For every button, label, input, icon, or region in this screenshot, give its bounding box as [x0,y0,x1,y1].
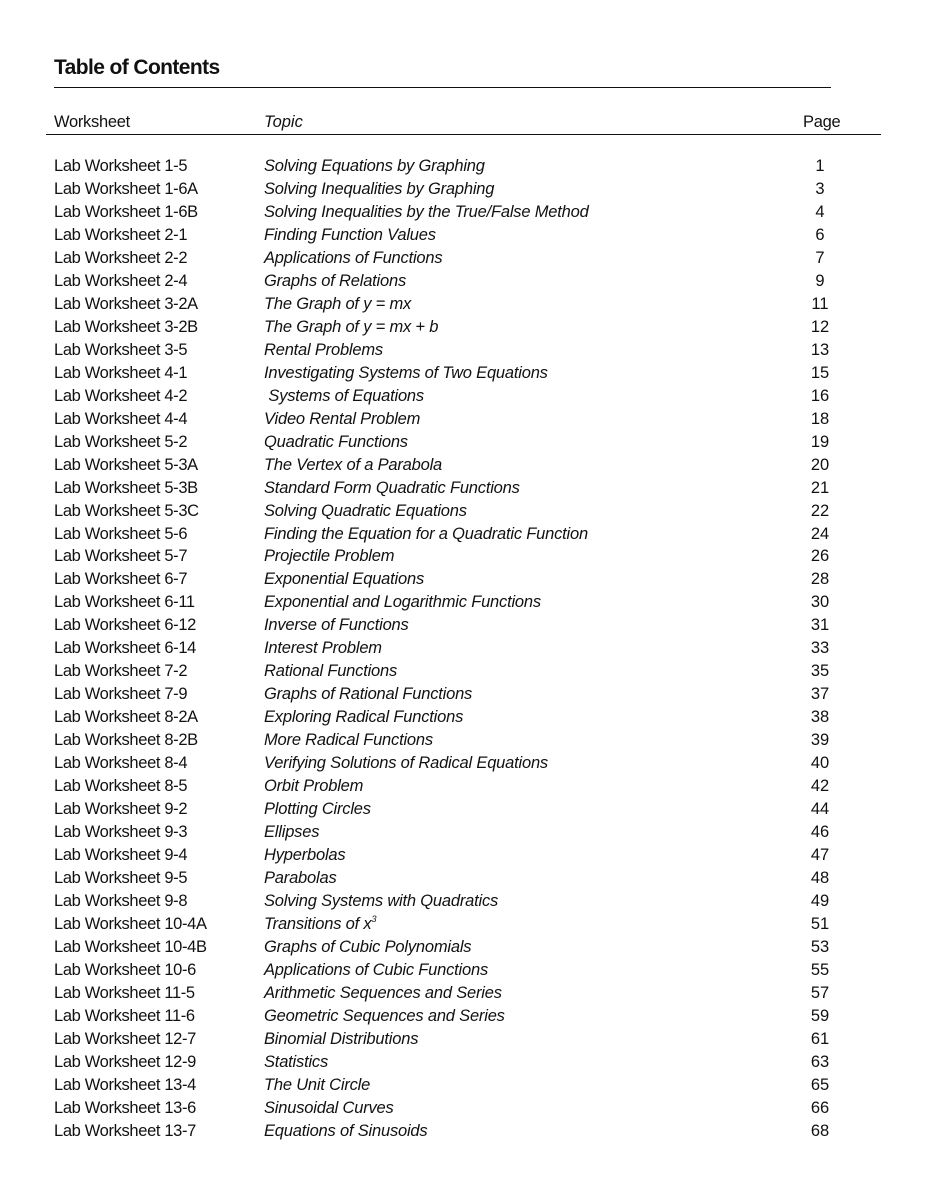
topic-label [264,545,394,568]
page-number: 3 [815,179,825,198]
toc-entry [0,201,927,224]
toc-entry [0,890,927,913]
page-number: 35 [810,662,830,681]
worksheet-label: Lab Worksheet 2-1 [54,225,188,244]
toc-entry [0,936,927,959]
page-number: 40 [810,754,830,773]
worksheet-label: Lab Worksheet 8-2A [54,708,198,727]
toc-entry [0,1028,927,1051]
topic-text: Sinusoidal Curves [264,1098,394,1117]
toc-entry [0,224,927,247]
topic-text: Arithmetic Sequences and Series [264,983,502,1002]
topic-label [264,568,424,591]
topic-text: The Graph of y = mx [264,294,412,313]
page-number: 24 [810,524,830,543]
topic-label [264,1120,427,1143]
topic-text: Inverse of Functions [264,616,409,635]
topic-text: Solving Inequalities by Graphing [264,179,495,198]
title-divider [54,87,831,88]
page-number: 20 [810,455,830,474]
toc-entry [0,431,927,454]
toc-entry [0,339,927,362]
page-number: 26 [810,547,830,566]
topic-text: Hyperbolas [264,846,346,865]
worksheet-label: Lab Worksheet 4-2 [54,386,188,405]
topic-label [264,775,363,798]
toc-entry [0,614,927,637]
worksheet-label: Lab Worksheet 5-3A [54,455,198,474]
toc-entry [0,316,927,339]
topic-label [264,752,548,775]
topic-label [264,982,502,1005]
worksheet-label: Lab Worksheet 12-9 [54,1052,196,1071]
worksheet-label: Lab Worksheet 12-7 [54,1029,196,1048]
topic-label [264,798,371,821]
topic-label [264,454,442,477]
worksheet-label: Lab Worksheet 9-4 [54,846,188,865]
toc-entry [0,1051,927,1074]
topic-label [264,431,408,454]
toc-entry [0,821,927,844]
topic-label [264,1074,370,1097]
toc-entry [0,362,927,385]
toc-entry [0,568,927,591]
topic-text: Equations of Sinusoids [264,1121,428,1140]
topic-text: Applications of Functions [264,248,443,267]
worksheet-label: Lab Worksheet 11-5 [54,983,195,1002]
toc-entry [0,660,927,683]
page-number: 63 [810,1052,830,1071]
topic-text: Video Rental Problem [264,409,421,428]
toc-entry [0,178,927,201]
topic-text: More Radical Functions [264,731,433,750]
topic-label [264,339,383,362]
worksheet-label: Lab Worksheet 13-6 [54,1098,196,1117]
toc-entry [0,591,927,614]
topic-text: Plotting Circles [264,800,371,819]
topic-label [264,913,376,936]
topic-label [264,293,411,316]
page-number: 37 [810,685,830,704]
page-title: Table of Contents [54,56,220,79]
page-number: 15 [810,363,830,382]
page-number: 30 [810,593,830,612]
topic-label [264,660,397,683]
topic-label [264,316,438,339]
worksheet-label: Lab Worksheet 3-2B [54,317,198,336]
topic-text: Finding the Equation for a Quadratic Function [264,524,588,543]
worksheet-label: Lab Worksheet 13-7 [54,1121,196,1140]
topic-text: Investigating Systems of Two Equations [264,363,548,382]
topic-label [264,247,442,270]
topic-label [264,959,488,982]
topic-label [264,867,337,890]
page-number: 22 [810,501,830,520]
page-number: 13 [810,340,830,359]
toc-entry [0,706,927,729]
topic-text: Rental Problems [264,340,383,359]
toc-entry [0,523,927,546]
page-number: 47 [810,846,830,865]
header-divider [46,134,881,135]
topic-text: Projectile Problem [264,547,395,566]
page-number: 6 [815,225,825,244]
page-number: 57 [810,983,830,1002]
worksheet-label: Lab Worksheet 10-4B [54,937,207,956]
page-number: 46 [810,823,830,842]
column-header-page: Page [803,113,841,131]
page-number: 4 [815,202,825,221]
toc-entry [0,1120,927,1143]
page-number: 28 [810,570,830,589]
page-number: 11 [811,294,829,313]
toc-entry [0,1005,927,1028]
worksheet-label: Lab Worksheet 8-2B [54,731,198,750]
topic-label [264,1028,418,1051]
topic-text: Geometric Sequences and Series [264,1006,505,1025]
topic-label [264,362,548,385]
toc-entry [0,545,927,568]
page-number: 39 [810,731,830,750]
worksheet-label: Lab Worksheet 5-3B [54,478,198,497]
toc-entry [0,477,927,500]
worksheet-label: Lab Worksheet 3-5 [54,340,188,359]
page-number: 65 [810,1075,830,1094]
topic-label [264,637,382,660]
toc-list [0,155,927,1143]
toc-entry [0,752,927,775]
toc-entry [0,775,927,798]
toc-entry [0,1074,927,1097]
topic-text: Rational Functions [264,662,398,681]
page-number: 61 [810,1029,830,1048]
toc-entry [0,844,927,867]
worksheet-label: Lab Worksheet 11-6 [54,1006,195,1025]
toc-entry [0,867,927,890]
topic-label [264,1051,328,1074]
topic-text: Ellipses [264,823,320,842]
page-number: 12 [810,317,830,336]
worksheet-label: Lab Worksheet 9-3 [54,823,188,842]
worksheet-label: Lab Worksheet 5-6 [54,524,188,543]
page-number: 49 [810,892,830,910]
worksheet-label: Lab Worksheet 1-6B [54,202,198,221]
page-number: 68 [810,1121,830,1140]
worksheet-label: Lab Worksheet 6-12 [54,616,196,635]
worksheet-label: Lab Worksheet 3-2A [54,294,198,313]
topic-label [264,500,467,523]
worksheet-label: Lab Worksheet 9-5 [54,869,188,888]
toc-entry [0,982,927,1005]
topic-label [264,385,424,408]
topic-text: Solving Equations by Graphing [264,157,485,175]
topic-text: Graphs of Rational Functions [264,685,473,704]
page-number: 38 [810,708,830,727]
toc-entry [0,408,927,431]
page-number: 55 [810,960,830,979]
worksheet-label: Lab Worksheet 6-14 [54,639,196,658]
page-number: 18 [810,409,830,428]
toc-entry [0,683,927,706]
topic-text: The Vertex of a Parabola [264,455,443,474]
topic-label [264,706,463,729]
toc-entry [0,293,927,316]
topic-text: Graphs of Relations [264,271,407,290]
worksheet-label: Lab Worksheet 8-4 [54,754,188,773]
topic-text: Standard Form Quadratic Functions [264,478,520,497]
topic-text: Interest Problem [264,639,382,658]
worksheet-label: Lab Worksheet 1-5 [54,157,188,175]
topic-text: The Unit Circle [264,1075,371,1094]
topic-label [264,178,494,201]
topic-label [264,523,588,546]
toc-entry [0,247,927,270]
topic-text: Finding Function Values [264,225,436,244]
topic-label [264,201,589,224]
worksheet-label: Lab Worksheet 4-4 [54,409,188,428]
topic-label [264,614,409,637]
worksheet-label: Lab Worksheet 13-4 [54,1075,196,1094]
topic-label [264,844,345,867]
toc-entry [0,729,927,752]
topic-text: Graphs of Cubic Polynomials [264,937,472,956]
topic-text: Statistics [264,1052,329,1071]
topic-label [264,155,485,178]
toc-entry [0,798,927,821]
toc-entry [0,959,927,982]
worksheet-label: Lab Worksheet 6-7 [54,570,188,589]
page-number: 21 [810,478,830,497]
topic-label [264,729,433,752]
topic-label [264,224,436,247]
topic-text: Solving Systems with Quadratics [264,892,499,910]
topic-text: Orbit Problem [264,777,364,796]
topic-label [264,408,420,431]
toc-entry [0,385,927,408]
topic-label [264,477,520,500]
worksheet-label: Lab Worksheet 6-11 [54,593,195,612]
topic-text: Exponential Equations [264,570,425,589]
toc-entry [0,637,927,660]
page-number: 9 [815,271,825,290]
toc-entry [0,454,927,477]
topic-text: Solving Inequalities by the True/False Method [264,202,589,221]
worksheet-label: Lab Worksheet 5-3C [54,501,199,520]
topic-text: Exploring Radical Functions [264,708,464,727]
topic-label [264,270,406,293]
page-number: 7 [815,248,825,267]
worksheet-label: Lab Worksheet 4-1 [54,363,188,382]
page-number: 44 [810,800,830,819]
table-header [0,113,927,135]
page-number: 19 [810,432,830,451]
topic-label [264,890,498,913]
topic-superscript: 3 [371,913,377,924]
topic-text: Parabolas [264,869,337,888]
page-number: 31 [810,616,830,635]
worksheet-label: Lab Worksheet 5-2 [54,432,188,451]
column-header-topic: Topic [264,113,303,131]
worksheet-label: Lab Worksheet 2-2 [54,248,188,267]
column-header-worksheet: Worksheet [54,113,130,131]
worksheet-label: Lab Worksheet 10-4A [54,914,207,933]
page-number: 51 [810,914,830,933]
topic-text: Transitions of x [264,914,372,933]
topic-label [264,1005,505,1028]
topic-text: The Graph of y = mx + b [264,317,439,336]
worksheet-label: Lab Worksheet 7-9 [54,685,188,704]
page-number: 48 [810,869,830,888]
topic-label [264,1097,394,1120]
page-number: 66 [810,1098,830,1117]
worksheet-label: Lab Worksheet 1-6A [54,179,198,198]
topic-text: Quadratic Functions [264,432,408,451]
page-number: 1 [815,157,825,175]
topic-label [264,936,471,959]
topic-text: Systems of Equations [264,386,424,405]
worksheet-label: Lab Worksheet 2-4 [54,271,188,290]
page-number: 53 [810,937,830,956]
toc-entry [0,155,927,178]
toc-entry [0,500,927,523]
page-number: 33 [810,639,830,658]
topic-text: Solving Quadratic Equations [264,501,467,520]
worksheet-label: Lab Worksheet 5-7 [54,547,188,566]
worksheet-label: Lab Worksheet 8-5 [54,777,188,796]
worksheet-label: Lab Worksheet 10-6 [54,960,196,979]
topic-text: Verifying Solutions of Radical Equations [264,754,548,773]
page-number: 42 [810,777,830,796]
topic-label [264,821,319,844]
topic-text: Binomial Distributions [264,1029,419,1048]
toc-entry [0,1097,927,1120]
worksheet-label: Lab Worksheet 9-2 [54,800,188,819]
topic-text: Exponential and Logarithmic Functions [264,593,541,612]
topic-label [264,683,472,706]
worksheet-label: Lab Worksheet 7-2 [54,662,188,681]
toc-entry [0,913,927,936]
page-number: 16 [810,386,830,405]
page-number: 59 [810,1006,830,1025]
toc-entry [0,270,927,293]
topic-text: Applications of Cubic Functions [264,960,489,979]
topic-label [264,591,541,614]
worksheet-label: Lab Worksheet 9-8 [54,892,188,910]
